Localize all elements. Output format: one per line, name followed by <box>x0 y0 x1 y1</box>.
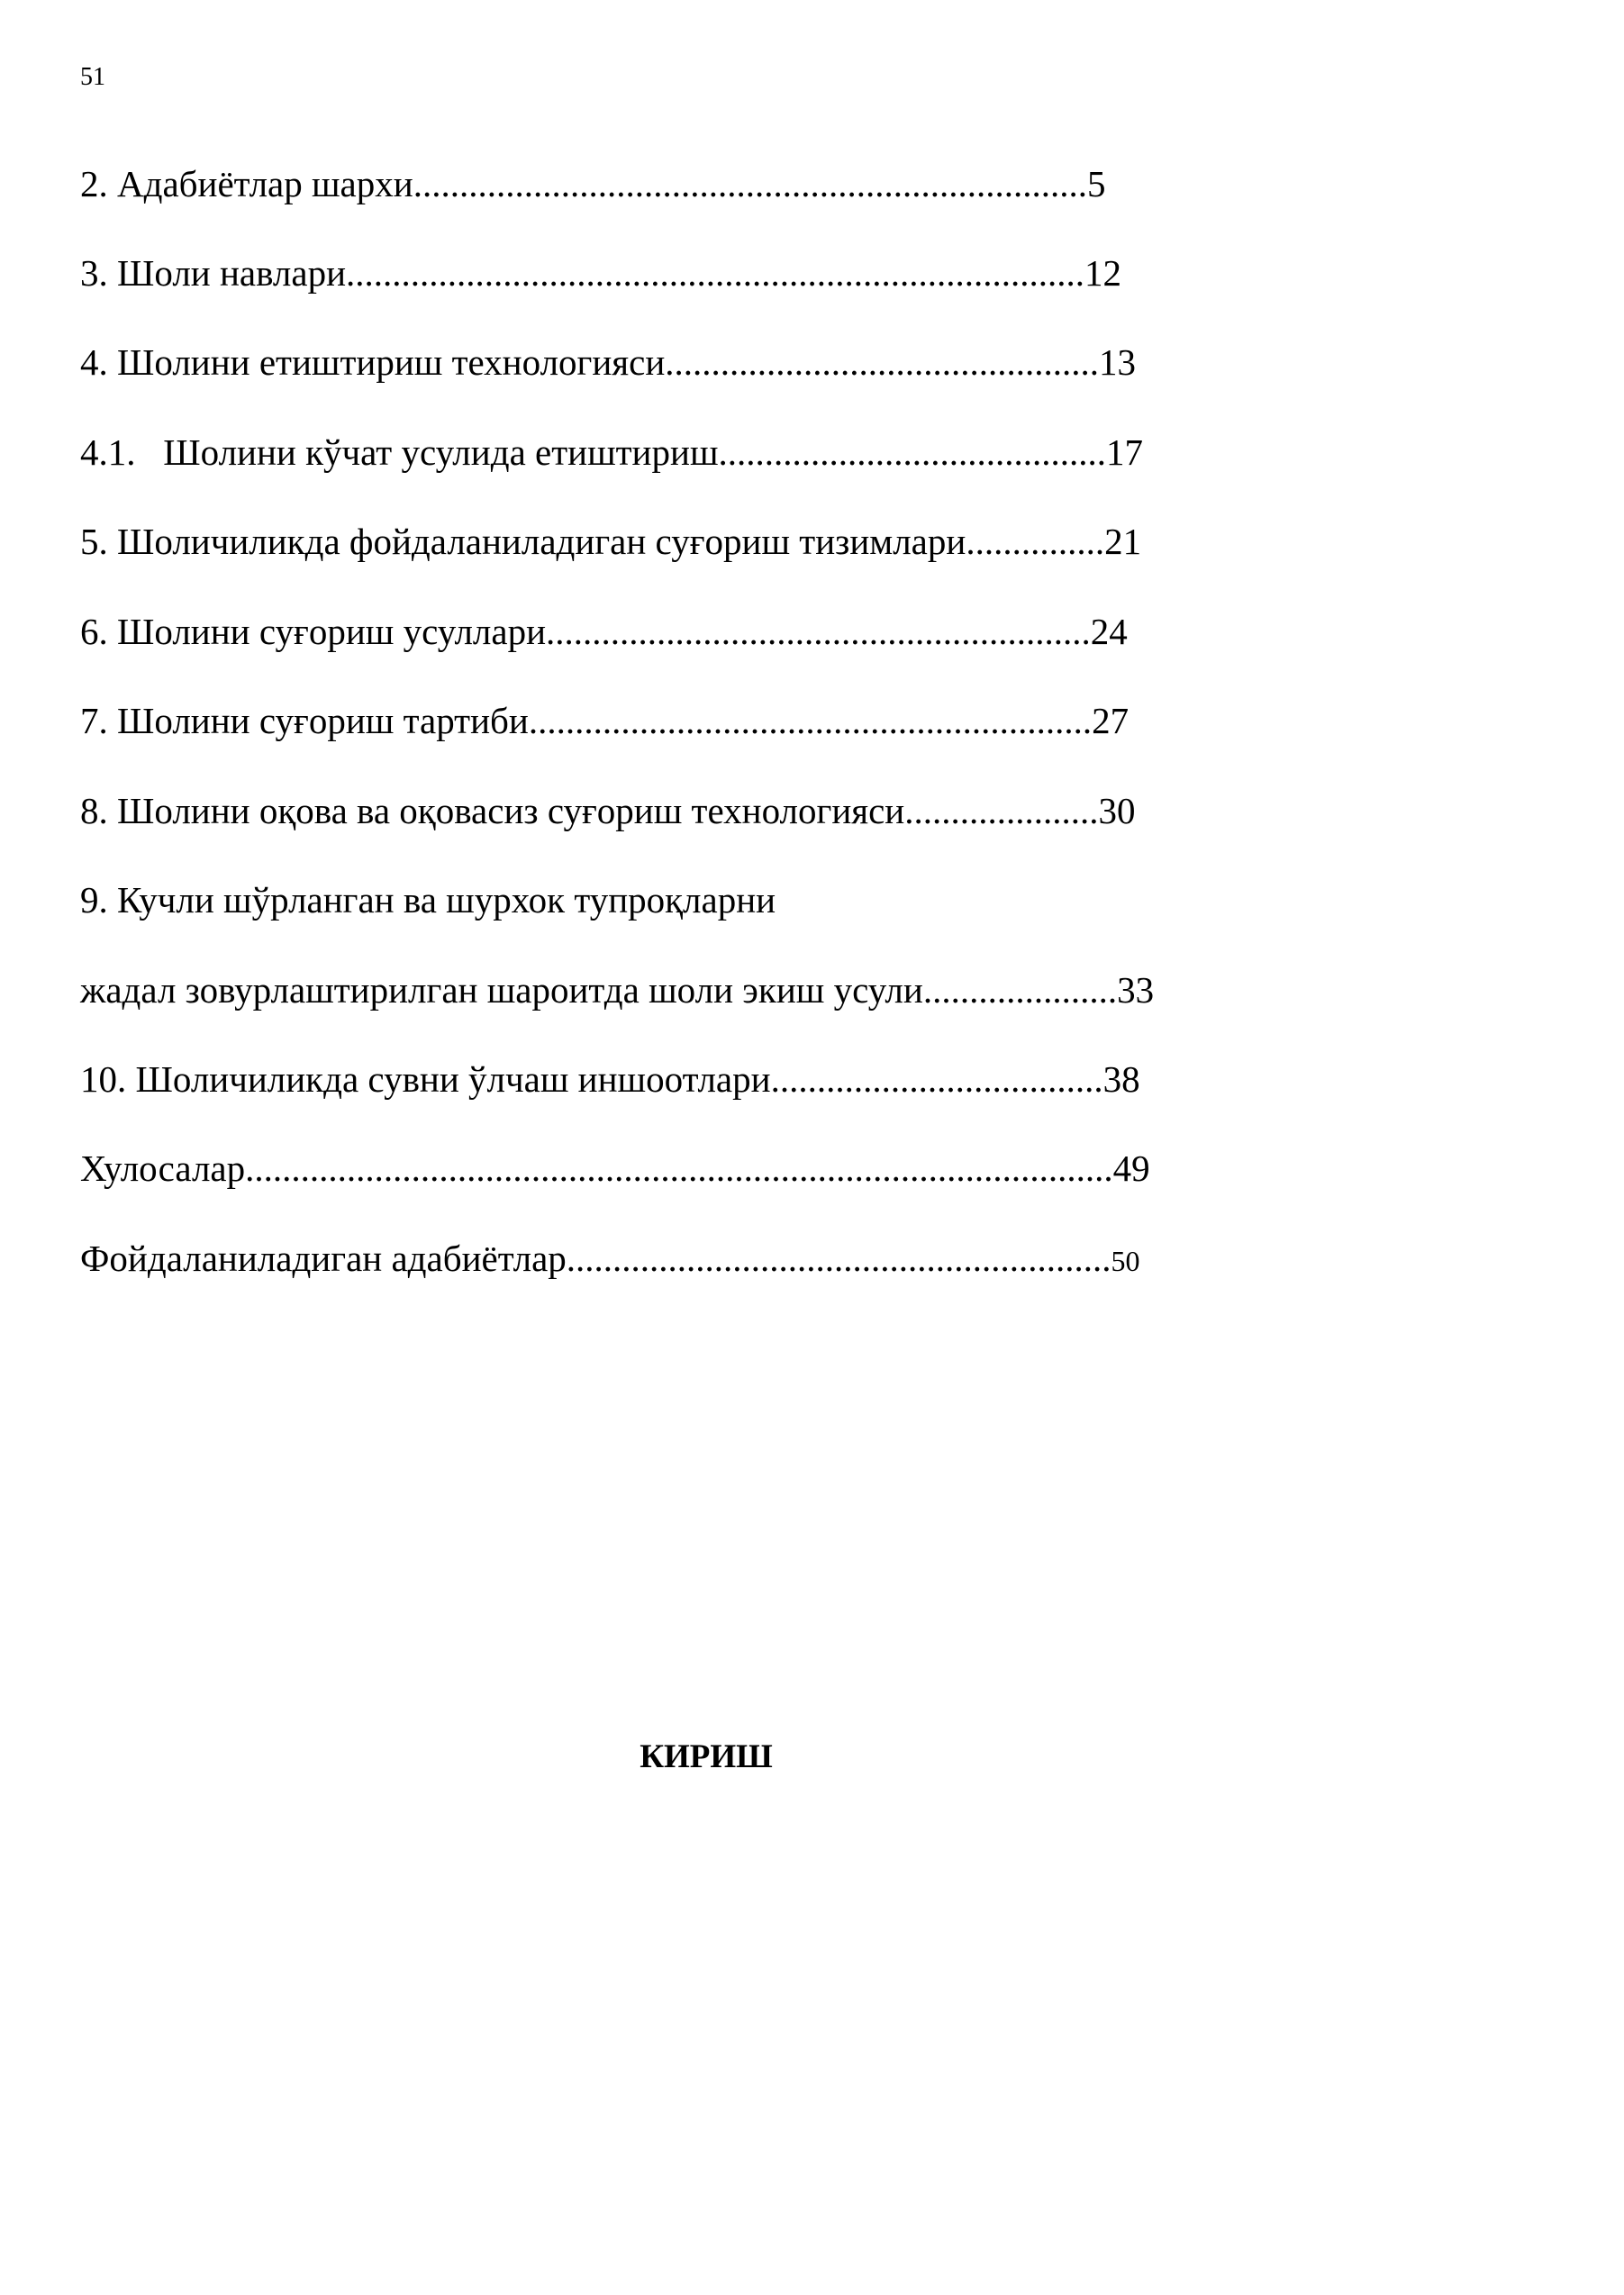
toc-entry-leader: ........................................................... <box>546 611 1091 652</box>
toc-entry-leader: .......................................... <box>718 431 1107 473</box>
toc-entry-title: Шолини суғориш усуллари <box>117 611 547 652</box>
toc-entry-leader: ............................................... <box>665 341 1100 383</box>
toc-entry-leader: ................................................................................ <box>346 252 1085 294</box>
toc-entry <box>80 879 776 921</box>
toc-entry <box>80 523 1141 560</box>
toc-entry-number: 4. <box>80 341 108 383</box>
toc-entry <box>80 341 1137 383</box>
section-heading: КИРИШ <box>640 1738 773 1775</box>
toc-entry <box>80 790 1136 831</box>
toc-entry-leader: ......................................................................... <box>413 163 1087 204</box>
toc-entry <box>80 431 1144 473</box>
toc-entry-number: 6. <box>80 611 108 652</box>
toc-entry-page: 50 <box>1111 1245 1140 1277</box>
toc-entry-page: 38 <box>1102 1058 1140 1100</box>
toc-entry-number: 3. <box>80 252 108 294</box>
toc-entry-title: Шолини оқова ва оқовасиз суғориш технологияси <box>117 790 905 831</box>
toc-entry-number: 9. <box>80 879 108 921</box>
toc-entry-title: Адабиётлар шархи <box>117 163 413 204</box>
toc-entry-leader: ........................................................... <box>566 1238 1111 1279</box>
toc-entry <box>80 613 1128 650</box>
toc-entry-page: 49 <box>1112 1148 1150 1189</box>
toc-entry-title: Кучли шўрланган ва шурхок тупроқларни <box>117 879 776 921</box>
toc-entry-page: 24 <box>1090 611 1128 652</box>
toc-entry-title: Хулосалар <box>80 1148 246 1189</box>
toc-entry <box>80 700 1130 741</box>
toc-entry <box>80 163 1106 204</box>
toc-entry-number: 7. <box>80 700 108 741</box>
toc-entry-page: 27 <box>1092 700 1130 741</box>
toc-entry-title: Шоличиликда фойдаланиладиган суғориш тизимлари <box>117 521 966 562</box>
toc-entry-title: Шолини суғориш тартиби <box>117 700 529 741</box>
toc-entry-title: Шолини етиштириш технологияси <box>117 341 666 383</box>
toc-entry-page: 30 <box>1098 790 1136 831</box>
toc-entry-leader: ............... <box>966 521 1105 562</box>
toc-entry-number: 8. <box>80 790 108 831</box>
toc-entry-page: 5 <box>1086 163 1106 204</box>
toc-entry-title: жадал зовурлаштирилган шароитда шоли экиш усули <box>80 969 923 1011</box>
toc-entry-title: Шолини кўчат усулида етиштириш <box>163 431 719 473</box>
toc-entry-leader: ..................... <box>904 790 1099 831</box>
toc-entry-leader: ............................................................. <box>528 700 1093 741</box>
page-number: 51 <box>80 63 105 91</box>
toc-entry <box>80 969 1155 1011</box>
toc-entry <box>80 1058 1140 1100</box>
toc-entry-page: 17 <box>1106 431 1144 473</box>
toc-entry-number: 10. <box>80 1058 127 1100</box>
toc-entry-leader: .............................................................................................. <box>245 1148 1113 1189</box>
toc-entry-number: 5. <box>80 521 108 562</box>
toc-entry-page: 13 <box>1099 341 1137 383</box>
toc-entry <box>80 252 1122 294</box>
toc-entry-title: Шоли навлари <box>117 252 347 294</box>
toc-entry <box>80 1240 1140 1277</box>
toc-entry-page: 21 <box>1104 521 1142 562</box>
toc-entry-page: 12 <box>1084 252 1122 294</box>
toc-entry-title: Фойдаланиладиган адабиётлар <box>80 1238 567 1279</box>
toc-entry-number: 4.1. <box>80 431 136 473</box>
toc-entry-number: 2. <box>80 163 108 204</box>
toc-entry <box>80 1150 1150 1187</box>
toc-entry-page: 33 <box>1117 969 1155 1011</box>
toc-entry-leader: .................................... <box>770 1058 1103 1100</box>
toc-entry-leader: ..................... <box>922 969 1118 1011</box>
toc-entry-title: Шоличиликда сувни ўлчаш иншоотлари <box>135 1058 771 1100</box>
